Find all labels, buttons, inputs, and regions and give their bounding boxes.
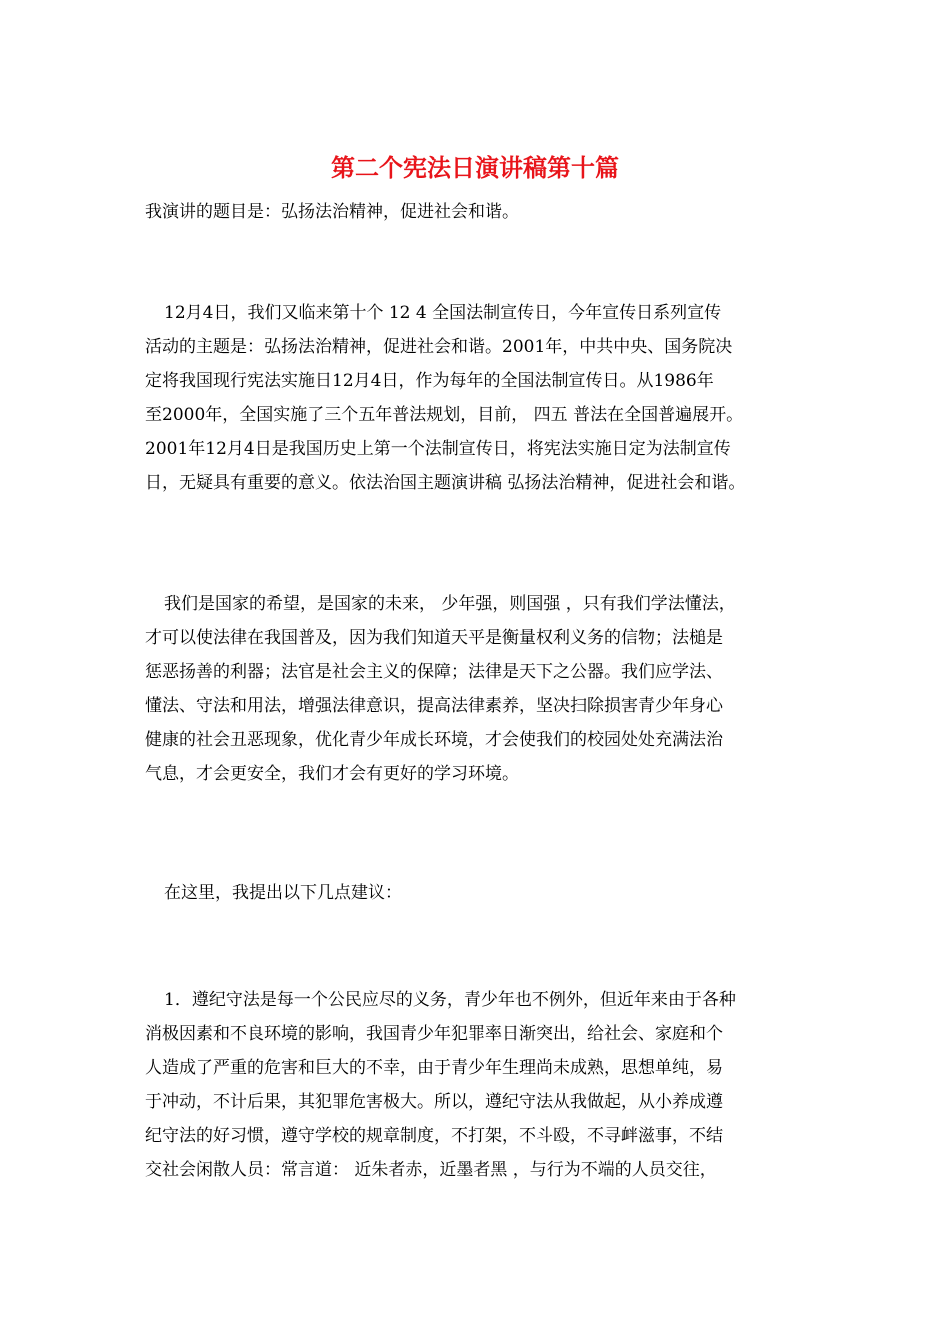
text-line: 1．遵纪守法是每一个公民应尽的义务，青少年也不例外，但近年来由于各种 — [164, 990, 736, 1010]
text-line: 气息，才会更安全，我们才会有更好的学习环境。 — [145, 764, 519, 784]
text-line: 人造成了严重的危害和巨大的不幸，由于青少年生理尚未成熟，思想单纯，易 — [145, 1058, 723, 1078]
text-line: 才可以使法律在我国普及，因为我们知道天平是衡量权利义务的信物；法槌是 — [145, 628, 723, 648]
text-line: 2001年12月4日是我国历史上第一个法制宣传日，将宪法实施日定为法制宣传 — [145, 439, 731, 459]
text-line: 健康的社会丑恶现象，优化青少年成长环境，才会使我们的校园处处充满法治 — [145, 730, 723, 750]
text-line: 在这里，我提出以下几点建议： — [164, 883, 402, 903]
text-line: 交社会闲散人员：常言道： 近朱者赤，近墨者黑 ，与行为不端的人员交往， — [145, 1160, 717, 1180]
text-line: 日，无疑具有重要的意义。依法治国主题演讲稿 弘扬法治精神，促进社会和谐。 — [145, 473, 746, 493]
text-line: 纪守法的好习惯，遵守学校的规章制度，不打架，不斗殴，不寻衅滋事，不结 — [145, 1126, 723, 1146]
text-line: 惩恶扬善的利器；法官是社会主义的保障；法律是天下之公器。我们应学法、 — [145, 662, 723, 682]
text-line: 12月4日，我们又临来第十个 12 4 全国法制宣传日，今年宣传日系列宣传 — [164, 303, 722, 323]
text-line: 消极因素和不良环境的影响，我国青少年犯罪率日渐突出，给社会、家庭和个 — [145, 1024, 723, 1044]
paragraph-1 — [145, 296, 835, 500]
paragraph-2 — [145, 587, 835, 791]
text-line: 懂法、守法和用法，增强法律意识，提高法律素养，坚决扫除损害青少年身心 — [145, 696, 723, 716]
text-line: 我们是国家的希望，是国家的未来， 少年强，则国强 ，只有我们学法懂法， — [164, 594, 736, 614]
document-title: 第二个宪法日演讲稿第十篇 — [331, 153, 619, 182]
paragraph-3 — [145, 876, 835, 910]
speech-topic-line — [145, 195, 835, 229]
text-line: 我演讲的题目是：弘扬法治精神，促进社会和谐。 — [145, 202, 519, 222]
text-line: 定将我国现行宪法实施日12月4日，作为每年的全国法制宣传日。从1986年 — [145, 371, 714, 391]
text-line: 活动的主题是：弘扬法治精神，促进社会和谐。2001年，中共中央、国务院决 — [145, 337, 733, 357]
paragraph-4 — [145, 983, 835, 1187]
text-line: 于冲动，不计后果，其犯罪危害极大。所以，遵纪守法从我做起，从小养成遵 — [145, 1092, 723, 1112]
text-line: 至2000年，全国实施了三个五年普法规划，目前， 四五 普法在全国普遍展开。 — [145, 405, 744, 425]
